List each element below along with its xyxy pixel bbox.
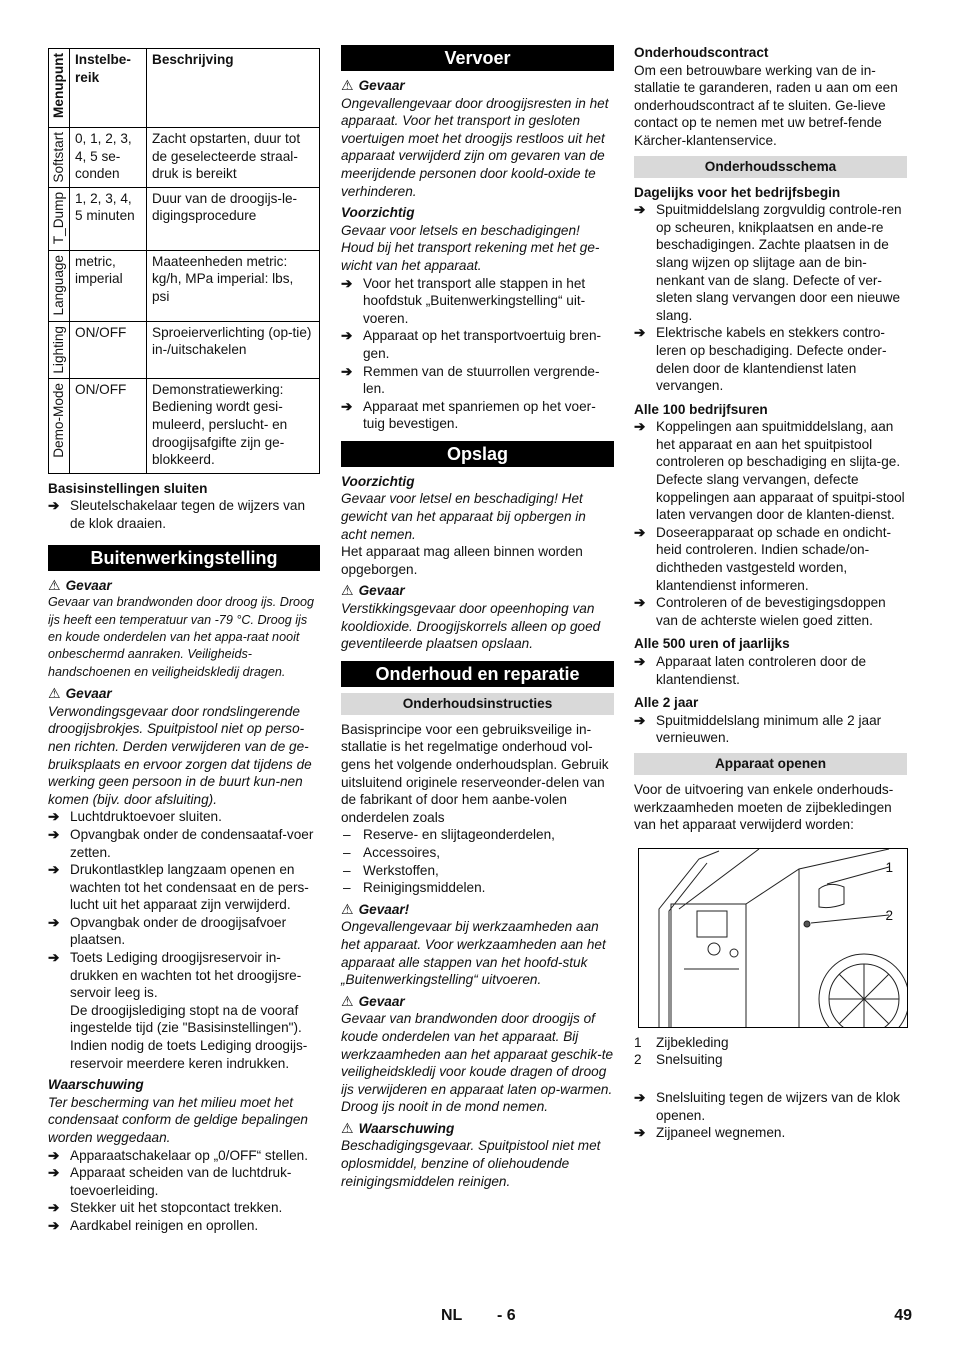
gevaar-label: ⚠ Gevaar [341,582,405,599]
arrow-icon: ➔ [634,419,646,435]
footer-local-page: - 6 [497,1307,516,1324]
menu-item: Softstart [51,132,67,183]
menu-item: Lighting [51,325,67,374]
warning-text: Ter bescherming van het milieu moet het condensaat conform de geldige bepalingen worden weggedaan. [48,1094,308,1145]
arrow-icon: ➔ [341,275,353,291]
table-row [49,321,320,378]
column-3 [634,44,907,1142]
gevaar-text: Ongevallengevaar door droogijsresten in het apparaat. Voor het transport in gesloten voertuigen moet het droogijs restloos uit het apparaat verwijderd zijn om gevaren van de meerijdende personen door koold-oxide te verhinderen. [341,95,609,199]
legend-item: 1 Zijbekleding [634,1034,729,1050]
warning-label: ⚠ Waarschuwing [341,1119,455,1136]
list-item: – Accessoires, [343,844,441,860]
gevaar-text: Gevaar van brandwonden door droog ijs. Droog ijs heeft een temperatuur van -79 °C. Droog ijs en koude onderdelen van het appa-raat nooit onbeschermd aanraken. Veiligheids-handschoenen en veiligheidskledij dragen. [48,595,315,679]
list-item: ➔ Controleren of de bevestigingsdoppen van de achterste wielen goed zitten. [634,595,886,628]
arrow-icon: ➔ [634,1125,646,1141]
description-cell: Zacht opstarten, duur tot de geselecteerde straal-druk is bereikt [147,128,320,188]
column-2 [341,44,614,1190]
h500-title: Alle 500 uren of jaarlijks [634,636,790,652]
list-item: – Reserve- en slijtageonderdelen, [343,827,555,843]
description-cell: Demonstratiewerking: Bediening wordt gesi-muleerd, perslucht- en droogijsafgifte zijn ge-blokkeerd. [147,378,320,473]
h100-title: Alle 100 bedrijfsuren [634,401,768,417]
step-note: De droogijslediging stopt na de vooraf ingestelde tijd (zie "Basisinstellingen"). Indien nodig de toets Lediging droogijs-reservoir meerdere keren indrukken. [70,1002,308,1071]
opslag-text: Het apparaat mag alleen binnen worden opgeborgen. [341,544,583,577]
list-item: ➔ Koppelingen aan spuitmiddelslang, aan het apparaat en aan het spuitpistool controleren op beschadiging en slijta-ge. Defecte slang vervangen, defecte koppelingen aan apparaat of spuitpi-stool laten vervangen door de klanten-dienst. [634,419,905,523]
subsection-title-instructies: Onderhoudsinstructies [341,693,614,715]
list-item: – Werkstoffen, [343,862,439,878]
section-title-onderhoud: Onderhoud en reparatie [341,661,614,687]
arrow-icon: ➔ [48,914,60,930]
contract-title: Onderhoudscontract [634,45,769,60]
callout-2: 2 [885,907,893,923]
arrow-icon: ➔ [634,654,646,669]
arrow-icon: ➔ [341,328,353,344]
voorzichtig-label: Voorzichtig [341,205,415,221]
y2-title: Alle 2 jaar [634,695,699,711]
basis-title: Basisinstellingen sluiten [48,480,208,496]
gevaar-label: ⚠ Gevaar [341,77,405,93]
list-item: ➔ Zijpaneel wegnemen. [634,1125,786,1141]
list-item: ➔ Remmen van de stuurrollen vergrende-len. [341,363,600,397]
arrow-icon: ➔ [48,1165,60,1181]
range-cell: ON/OFF [70,321,147,378]
warning-label: Waarschuwing [48,1077,144,1093]
list-item: ➔ Apparaatschakelaar op „0/OFF“ stellen. [48,1147,309,1163]
list-item: ➔ Apparaat scheiden van de luchtdruk-toevoerleiding. [48,1165,292,1198]
warning-triangle-icon: ⚠ [48,685,61,702]
warning-triangle-icon: ⚠ [48,576,61,593]
list-item: ➔ Luchtdruktoevoer sluiten. [48,809,222,825]
table-header-description: Beschrijving [147,49,320,128]
arrow-icon: ➔ [48,862,60,878]
gevaar-text: Verwondingsgevaar door rondslingerende droogijsbrokjes. Spuitpistool niet op perso-nen richten. Derden verwijderen van de ge-bruiksplaats en ervoor zorgen dat tijdens de werking geen persoon in de buurt kun-nen komen (bijv. door afsluiting). [48,703,312,807]
list-item: ➔ Toets Lediging droogijsreservoir in-drukken en wachten tot het droogijsre-servoir leeg is. [48,950,302,1001]
list-item: ➔ Apparaat met spanriemen op het voer-tuig bevestigen. [341,398,596,432]
list-item: ➔ Apparaat op het transportvoertuig bren-gen. [341,328,602,361]
page-footer [0,1307,954,1331]
description-cell: Sproeierverlichting (op-tie) in-/uitschakelen [147,321,320,378]
arrow-icon: ➔ [341,398,353,414]
gevaar-text: Gevaar van brandwonden door droogijs of koude onderdelen van het apparaat. Bij werkzaamheden aan het apparaat geschik-te veiligheidskledij voor koude dragen of droog ijs verwijderen en apparaat laten op-warmen. [341,1011,614,1097]
list-item: ➔ Opvangbak onder de condensaataf-voer zetten. [48,826,314,860]
menu-item: Demo-Mode [51,382,67,458]
arrow-icon: ➔ [634,712,646,728]
list-item: ➔ Opvangbak onder de droogijsafvoer plaatsen. [48,914,287,948]
legend-item: 2 Snelsuiting [634,1052,723,1068]
gevaar-label: ⚠ Gevaar! [341,900,410,917]
footer-page-number: 49 [894,1307,912,1324]
arrow-icon: ➔ [48,1147,60,1163]
range-cell: ON/OFF [70,378,147,473]
range-cell: metric, imperial [70,250,147,321]
menu-item: Language [51,254,67,316]
table-row [49,378,320,473]
list-item: ➔ Voor het transport alle stappen in het hoofdstuk „Buitenwerkingstelling“ uit-voeren. [341,275,586,326]
section-title-opslag: Opslag [341,441,614,467]
gevaar-text: Verstikkingsgevaar door opeenhoping van kooldioxide. Droogijskorrels alleen op goed geventileerde plaatsen opslaan. [341,601,601,652]
list-item: ➔ Apparaat laten controleren door de klantendienst. [634,654,867,687]
warning-triangle-icon: ⚠ [341,900,354,917]
voorzichtig-label: Voorzichtig [341,473,415,489]
table-header-range: Instelbe- reik [70,49,147,128]
gevaar-label: ⚠ Gevaar [341,992,405,1009]
description-cell: Maateenheden metric: kg/h, MPa imperial: lbs, psi [147,250,320,321]
warning-triangle-icon: ⚠ [341,77,354,93]
arrow-icon: ➔ [48,950,60,966]
open-text: Voor de uitvoering van enkele onderhouds-werkzaamheden moeten de zijbekledingen van het apparaat verwijderd worden: [634,781,894,833]
range-cell: 0, 1, 2, 3, 4, 5 se-conden [70,128,147,188]
table-row [49,187,320,250]
arrow-icon: ➔ [634,202,646,218]
list-item: – Reinigingsmiddelen. [343,880,486,896]
footer-language: NL [441,1307,463,1324]
arrow-icon: ➔ [634,1089,646,1105]
voorzichtig-text: Gevaar voor letsels en beschadigingen! Houd bij het transport rekening met het ge-wicht van het apparaat. [341,222,600,273]
warning-text: Beschadigingsgevaar. Spuitpistool niet met oplosmiddel, benzine of oliehoudende reinigingsmiddelen reinigen. [341,1138,601,1189]
list-item: ➔ Aardkabel reinigen en oprollen. [48,1217,259,1233]
gevaar-label: ⚠ Gevaar [48,576,112,593]
menu-item: T_Dump [51,191,67,244]
callout-1: 1 [885,859,893,875]
description-cell: Duur van de droogijs-le-digingsprocedure [147,187,320,250]
settings-table [48,48,320,474]
arrow-icon: ➔ [48,826,60,842]
gevaar-text: Ongevallengevaar bij werkzaamheden aan het apparaat. Voor werkzaamheden aan het apparaat alle stappen van het hoofd-stuk „Buitenwerkingstelling“ uitvoeren. [341,919,606,988]
list-item: ➔ Sleutelschakelaar tegen de wijzers van de klok draaien. [48,498,306,531]
list-item: ➔ Snelsluiting tegen de wijzers van de klok openen. [634,1089,901,1123]
list-item: ➔ Drukontlastklep langzaam openen en wachten tot het condensaat en de pers-lucht uit het apparaat zijn verwijderd. [48,862,309,913]
list-item: ➔ Spuitmiddelslang zorgvuldig controle-ren op scheuren, knikplaatsen en ande-re beschadigingen. Zachte plaatsen in de slang wijzen op slijtage aan de bin-nenkant van de slang. Defecte of ver-sleten slang vervangen door een nieuwe slang. [634,202,902,323]
section-title-vervoer: Vervoer [341,45,614,71]
arrow-icon: ➔ [634,595,646,611]
device-figure [638,848,908,1028]
list-item: ➔ Doseerapparaat op schade en ondicht-heid controleren. Indien schade/on-dichtheden vastgesteld worden, klantendienst informeren. [634,524,892,593]
arrow-icon: ➔ [634,524,646,540]
warning-triangle-icon: ⚠ [341,582,354,599]
instructies-text: Basisprincipe voor een gebruiksveilige in-stallatie is het regelmatige onderhoud vol-gens het volgende onderhoudsplan. Gebruik uitsluitend originele reserveonder-delen van de fabrikant of door hem aanbe-volen onderdelen zoals [341,721,609,825]
arrow-icon: ➔ [48,1200,60,1216]
arrow-icon: ➔ [48,498,60,514]
list-item: ➔ Elektrische kabels en stekkers contro-leren op beschadiging. Defecte onder-delen door de klantendienst laten vervangen. [634,325,887,394]
warning-triangle-icon: ⚠ [341,992,354,1009]
table-row [49,128,320,188]
subsection-title-schema: Onderhoudsschema [634,156,907,178]
device-illustration [639,849,908,1028]
list-item: ➔ Stekker uit het stopcontact trekken. [48,1200,283,1216]
list-item: ➔ Spuitmiddelslang minimum alle 2 jaar vernieuwen. [634,712,882,746]
gevaar-text-extra: Droog ijs nooit in de mond nemen. [341,1099,549,1115]
contract-text: Om een betrouwbare werking van de in-stallatie te garanderen, raden u aan om een onderhoudscontract af te sluiten. Ge-lieve contact op te nemen met uw betref-fende Kärcher-klantenservice. [634,62,898,148]
range-cell: 1, 2, 3, 4, 5 minuten [70,187,147,250]
column-1 [48,44,320,1235]
arrow-icon: ➔ [634,325,646,341]
daily-title: Dagelijks voor het bedrijfsbegin [634,184,841,200]
arrow-icon: ➔ [341,363,353,379]
arrow-icon: ➔ [48,1217,60,1233]
voorzichtig-text: Gevaar voor letsel en beschadiging! Het gewicht van het apparaat bij opbergen in acht nemen. [341,491,586,542]
section-title-buitenwerkingstelling: Buitenwerkingstelling [48,545,320,571]
warning-triangle-icon: ⚠ [341,1119,354,1136]
table-header-row [49,49,320,128]
table-row [49,250,320,321]
gevaar-label: ⚠ Gevaar [48,685,112,702]
table-header-menupunt: Menupunt [51,53,67,118]
subsection-title-openen: Apparaat openen [634,753,907,775]
arrow-icon: ➔ [48,809,60,825]
